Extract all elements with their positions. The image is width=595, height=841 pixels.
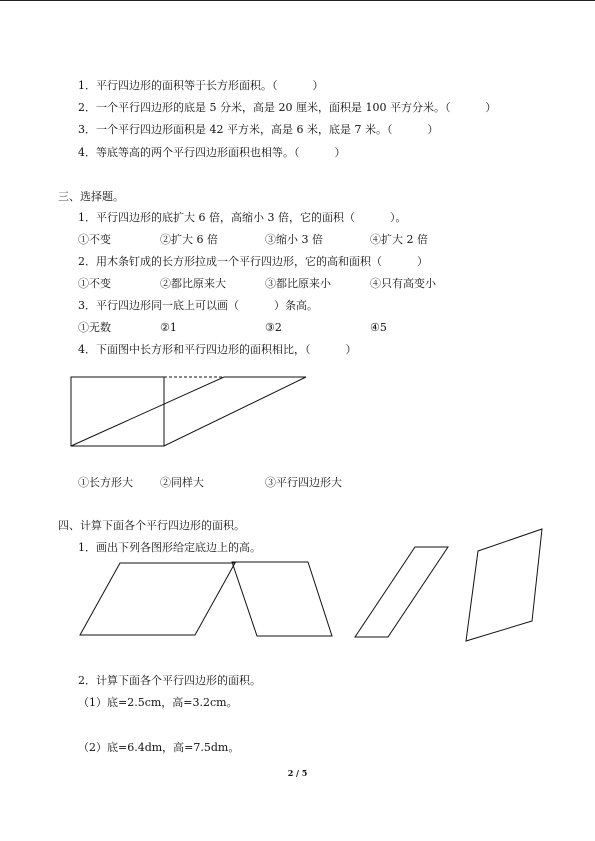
choice-q4-option-3: ③平行四边形大 — [265, 476, 342, 489]
section-4-heading: 四、计算下面各个平行四边形的面积。 — [58, 519, 245, 532]
header-rule — [0, 0, 595, 1]
parallelogram-shape — [71, 377, 306, 446]
choice-q2-stem: 2．用木条钉成的长方形拉成一个平行四边形，它的高和面积（ ） — [78, 255, 428, 268]
choice-q2-option-1: ①不变 — [78, 277, 111, 290]
choice-q3-option-1: ①无数 — [78, 321, 111, 334]
choice-q1-option-1: ①不变 — [78, 233, 111, 246]
choice-q1-option-2: ②扩大 6 倍 — [160, 233, 218, 246]
calc-q2-stem: 2．计算下面各个平行四边形的面积。 — [78, 674, 261, 687]
judge-item-1: 1．平行四边形的面积等于长方形面积。（ ） — [78, 79, 324, 92]
choice-q3-option-2: ②1 — [160, 321, 177, 334]
parallelogram-2 — [232, 562, 332, 636]
calc-q1-stem: 1．画出下列各图形给定底边上的高。 — [78, 541, 261, 554]
choice-q4-option-1: ①长方形大 — [78, 476, 133, 489]
choice-q1-stem: 1．平行四边形的底扩大 6 倍，高缩小 3 倍，它的面积（ ）。 — [78, 211, 407, 224]
choice-q1-option-3: ③缩小 3 倍 — [265, 233, 323, 246]
calc-q2-item-1: （1）底=2.5cm，高=3.2cm。 — [78, 696, 238, 709]
parallelogram-1 — [80, 563, 235, 635]
page-number: 2 / 5 — [287, 768, 308, 778]
rectangle-shape — [71, 377, 164, 446]
parallelogram-4 — [466, 529, 542, 641]
judge-item-2: 2．一个平行四边形的底是 5 分米，高是 20 厘米，面积是 100 平方分米。（ ） — [78, 101, 497, 114]
choice-q3-option-3: ③2 — [265, 321, 282, 334]
judge-item-3: 3．一个平行四边形面积是 42 平方米，高是 6 米，底是 7 米。（ ） — [78, 123, 439, 136]
section-3-heading: 三、选择题。 — [58, 190, 124, 203]
choice-q4-option-2: ②同样大 — [160, 476, 204, 489]
choice-q1-option-4: ④扩大 2 倍 — [370, 233, 428, 246]
choice-q4-stem: 4．下面图中长方形和平行四边形的面积相比，（ ） — [78, 343, 357, 356]
choice-q3-option-4: ④5 — [370, 321, 387, 334]
calc-q2-item-2: （2）底=6.4dm，高=7.5dm。 — [78, 741, 240, 754]
parallelograms-figure — [70, 525, 560, 650]
choice-q2-option-3: ③都比原来小 — [265, 277, 331, 290]
choice-q2-option-2: ②都比原来大 — [160, 277, 226, 290]
choice-q2-option-4: ④只有高变小 — [370, 277, 436, 290]
choice-q3-stem: 3．平行四边形同一底上可以画（ ）条高。 — [78, 299, 318, 312]
rectangle-parallelogram-figure — [60, 368, 315, 454]
parallelogram-3 — [355, 547, 448, 637]
judge-item-4: 4．等底等高的两个平行四边形面积也相等。（ ） — [78, 146, 346, 159]
